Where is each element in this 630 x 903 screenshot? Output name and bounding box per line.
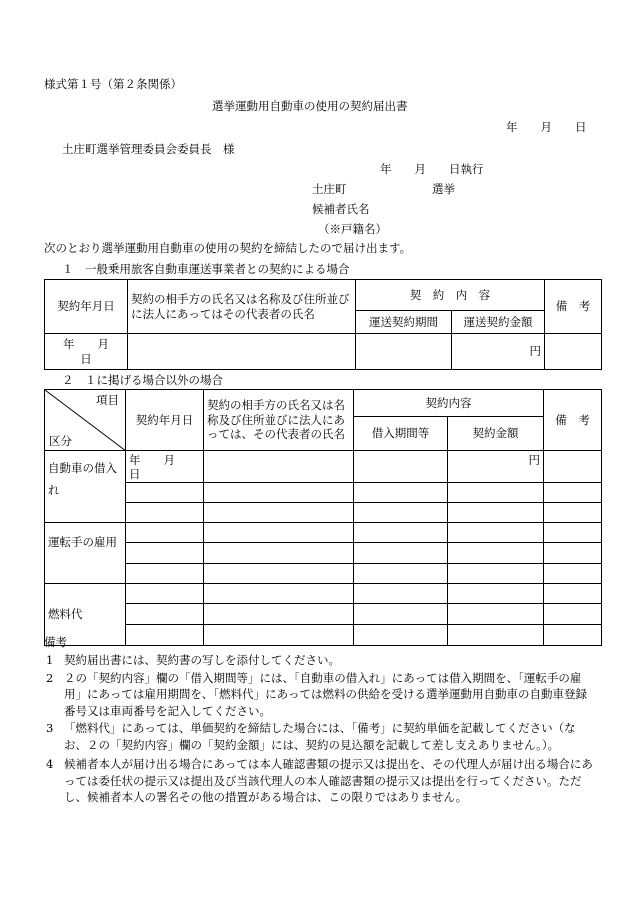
- s2-category-header: 区分: [49, 433, 72, 448]
- s2-period-header: 借入期間等: [354, 417, 448, 451]
- form-title: 選挙運動用自動車の使用の契約届出書: [212, 99, 408, 113]
- s2-category-vehicle: 自動車の借入れ: [45, 451, 126, 523]
- election-label: 選挙: [432, 182, 455, 196]
- s1-amount-cell[interactable]: 円: [452, 334, 545, 370]
- s1-remarks-header: 備 考: [545, 280, 602, 334]
- s2-contents-header: 契約内容: [354, 390, 544, 417]
- s1-remarks-cell[interactable]: [545, 334, 602, 370]
- s2-diagonal-header: [45, 390, 126, 451]
- s2-date-header: 契約年月日: [126, 390, 204, 451]
- s2-date-cell[interactable]: 年 月 日: [126, 451, 204, 483]
- s2-item-header: 項目: [96, 393, 119, 407]
- s2-party-header: 契約の相手方の氏名又は名称及び住所並びに法人にあっては、その代表者の氏名: [204, 390, 354, 451]
- s2-amount-header: 契約金額: [448, 417, 544, 451]
- s1-party-cell[interactable]: [128, 334, 356, 370]
- section1-table: [44, 279, 602, 370]
- notes-heading: 備考: [44, 635, 67, 649]
- intro-text: 次のとおり選挙運動用自動車の使用の契約を締結したので届け出ます。: [44, 241, 412, 255]
- section2-table: [44, 389, 602, 646]
- s1-contents-header: 契 約 内 容: [356, 280, 545, 311]
- s1-date-header: 契約年月日: [45, 280, 128, 334]
- s1-date-cell[interactable]: 年 月 日: [45, 334, 128, 370]
- note-item: 1 契約届出書には、契約書の写しを添付してください。: [46, 653, 340, 667]
- date-line: 年 月 日: [506, 120, 587, 134]
- s2-remarks-header: 備 考: [544, 390, 602, 451]
- s2-party-cell[interactable]: [204, 451, 354, 483]
- section2-heading: ２ １に掲げる場合以外の場合: [62, 373, 223, 387]
- s2-remarks-cell[interactable]: [544, 451, 602, 483]
- notes-list: [44, 652, 596, 806]
- s1-period-cell[interactable]: [356, 334, 452, 370]
- election-date: 年 月 日執行: [380, 162, 484, 176]
- s1-party-header: 契約の相手方の氏名又は名称及び住所並びに法人にあってはその代表者の氏名: [128, 280, 356, 334]
- town-name: 土庄町: [312, 182, 347, 196]
- s2-category-driver: 運転手の雇用: [45, 522, 126, 583]
- s2-amount-cell[interactable]: 円: [448, 451, 544, 483]
- addressee: 土庄町選挙管理委員会委員長 様: [62, 142, 235, 156]
- s1-amount-header: 運送契約金額: [452, 311, 545, 334]
- note-item: 4 候補者本人が届け出る場合にあっては本人確認書類の提示又は提出を、その代理人が届け出る場合にあっては委任状の提示又は提出及び当該代理人の本人確認書類の提示又は提出を行ってください。ただし、候補者本人の署名その他の措置がある場合は、この限りではありません。: [46, 757, 593, 804]
- section1-heading: １ 一般乗用旅客自動車運送事業者との契約による場合: [62, 262, 350, 276]
- candidate-name-label: 候補者氏名: [312, 202, 370, 216]
- s2-category-fuel: 燃料代: [45, 583, 126, 645]
- s1-period-header: 運送契約期間: [356, 311, 452, 334]
- note-item: 3 「燃料代」にあっては、単価契約を締結した場合には、「備考」に契約単価を記載してください（なお、２の「契約内容」欄の「契約金額」には、契約の見込額を記載して差し支えありません。）。: [46, 721, 576, 752]
- s2-period-cell[interactable]: [354, 451, 448, 483]
- note-item: 2 ２の「契約内容」欄の「借入期間等」には、「自動車の借入れ」にあっては借入期間を、「運転手の雇用」にあっては雇用期間を、「燃料代」にあっては燃料の供給を受ける選挙運動用自動車の自動車登録番号又は車両番号を記入してください。: [46, 670, 588, 718]
- form-number: 様式第１号（第２条関係）: [44, 77, 182, 91]
- family-register-label: （※戸籍名）: [318, 222, 387, 236]
